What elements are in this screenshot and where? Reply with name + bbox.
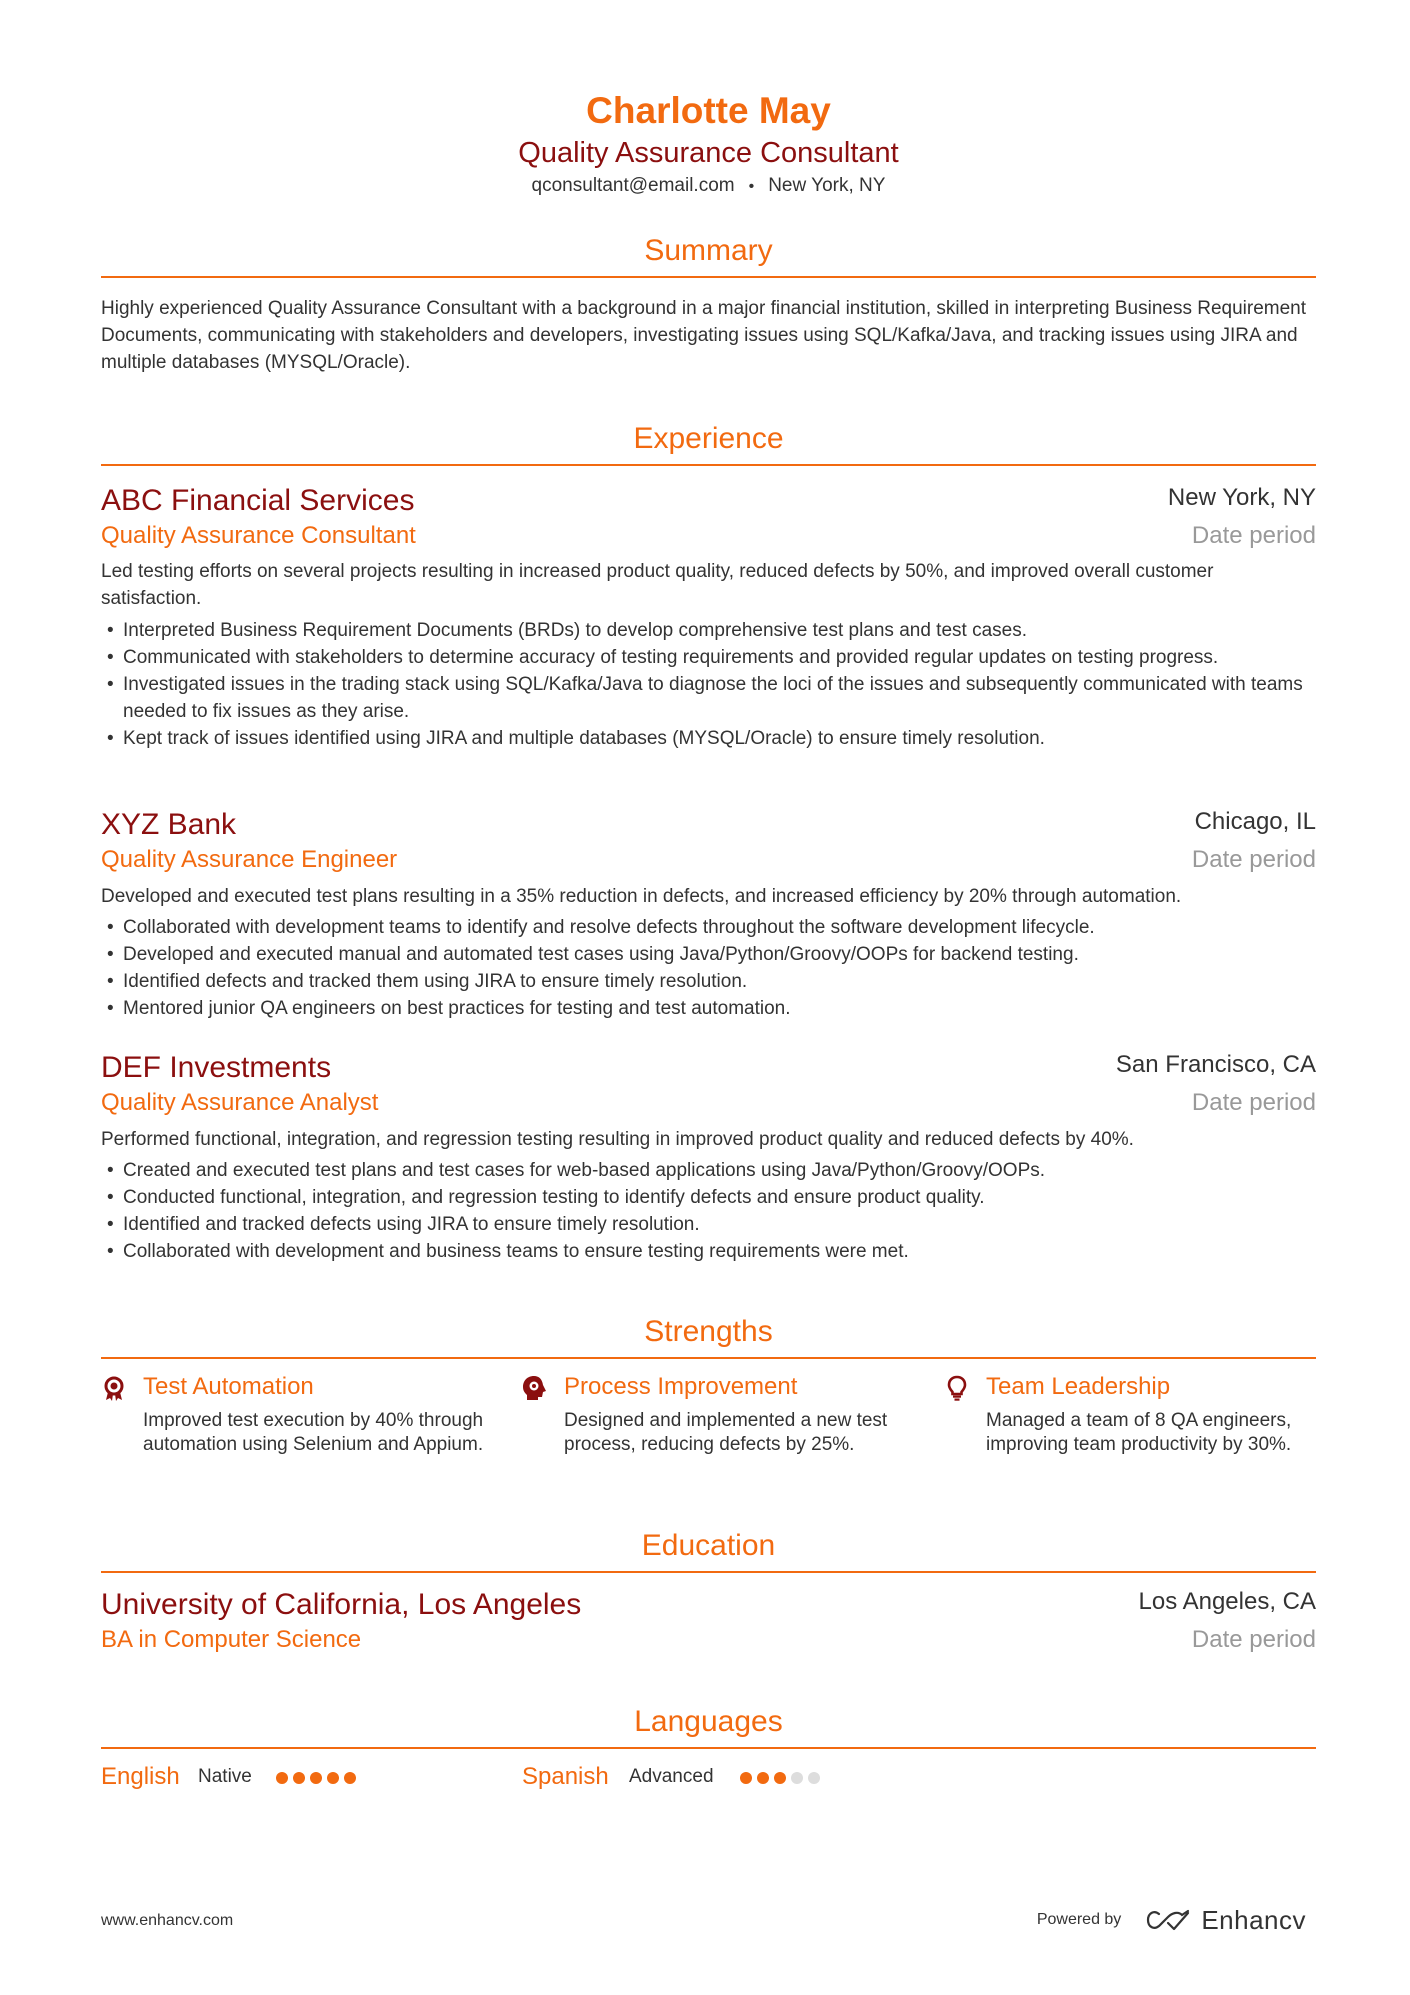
strength-item [944,1371,1324,1481]
language-level: Advanced [629,1766,714,1787]
email[interactable]: qconsultant@email.com [531,175,735,196]
list-item: • Identified defects and tracked them using JIRA to ensure timely resolution. [101,968,1316,995]
strength-title: Team Leadership [986,1373,1171,1400]
enhancv-logo-icon [1145,1908,1191,1932]
brand-name: Enhancv [1201,1904,1306,1935]
rating-dot-filled [774,1772,786,1784]
rating-dot-filled [327,1772,339,1784]
job-summary: Performed functional, integration, and regression testing resulting in improved product quality and reduced defects by 40%. [101,1129,1134,1150]
language-name: English [101,1763,180,1790]
job-header [101,806,1316,878]
languages-list [101,1760,1316,1794]
summary-heading: Summary [101,232,1316,278]
language-rating [276,1772,356,1784]
strength-title: Process Improvement [564,1373,798,1400]
list-item: • Interpreted Business Requirement Documents (BRDs) to develop comprehensive test plans and test cases. [101,617,1316,644]
list-item: • Communicated with stakeholders to determine accuracy of testing requirements and provided regular updates on testing progress. [101,644,1316,671]
job-location: New York, NY [1167,484,1316,511]
job-summary: Led testing efforts on several projects resulting in increased product quality, reduced defects by 50%, and improved overall customer satisfaction. [101,561,1214,609]
strength-desc: Improved test execution by 40% through automation using Selenium and Appium. [143,1410,484,1455]
strength-title: Test Automation [143,1373,314,1400]
resume-header [101,88,1316,200]
strength-desc: Managed a team of 8 QA engineers, improving team productivity by 30%. [986,1410,1292,1455]
education-heading: Education [101,1527,1316,1573]
strength-item [522,1371,902,1481]
rating-dot-empty [791,1772,803,1784]
job-role: Quality Assurance Consultant [101,522,416,549]
job-period: Date period [1191,846,1316,873]
experience-heading: Experience [101,420,1316,466]
website-link[interactable]: www.enhancv.com [101,1912,234,1929]
list-item: • Collaborated with development and business teams to ensure testing requirements were met. [101,1238,1316,1265]
rating-dot-filled [276,1772,288,1784]
head-gear-icon [522,1375,548,1401]
language-level: Native [198,1766,252,1787]
list-item: • Identified and tracked defects using JIRA to ensure timely resolution. [101,1211,1316,1238]
contact-line [101,173,1316,200]
education-entry [101,1586,1316,1658]
brand-logo[interactable] [1145,1905,1306,1936]
company-name: XYZ Bank [101,808,237,841]
rating-dot-filled [310,1772,322,1784]
award-icon [101,1375,127,1401]
job-header [101,1049,1316,1121]
candidate-name: Charlotte May [586,90,831,131]
list-item: • Kept track of issues identified using JIRA and multiple databases (MYSQL/Oracle) to ensure timely resolution. [101,725,1316,752]
job-period: Date period [1191,1089,1316,1116]
job-bullets [101,617,1316,752]
job-period: Date period [1191,522,1316,549]
language-item [101,1760,401,1794]
strength-item [101,1371,484,1481]
list-item: • Developed and executed manual and automated test cases using Java/Python/Groovy/OOPs for backend testing. [101,941,1316,968]
degree: BA in Computer Science [101,1626,362,1653]
education-period: Date period [1191,1626,1316,1653]
list-item: • Mentored junior QA engineers on best practices for testing and test automation. [101,995,1316,1022]
lightbulb-icon [944,1375,970,1401]
job-role: Quality Assurance Engineer [101,846,398,873]
language-name: Spanish [522,1763,609,1790]
job-header [101,482,1316,554]
language-rating [740,1772,820,1784]
languages-heading: Languages [101,1703,1316,1749]
contact-separator: • [748,178,755,195]
job-bullets [101,1157,1316,1265]
list-item: • Created and executed test plans and test cases for web-based applications using Java/Python/Groovy/OOPs. [101,1157,1316,1184]
rating-dot-empty [808,1772,820,1784]
strengths-heading: Strengths [101,1313,1316,1359]
list-item: • Investigated issues in the trading stack using SQL/Kafka/Java to diagnose the loci of the issues and subsequently communicated with teams needed to fix issues as they arise. [101,671,1316,725]
rating-dot-filled [757,1772,769,1784]
rating-dot-filled [344,1772,356,1784]
list-item: • Collaborated with development teams to identify and resolve defects throughout the software development lifecycle. [101,914,1316,941]
strength-desc: Designed and implemented a new test process, reducing defects by 25%. [564,1410,888,1455]
school-location: Los Angeles, CA [1138,1588,1316,1615]
job-role: Quality Assurance Analyst [101,1089,379,1116]
company-name: ABC Financial Services [101,484,415,517]
job-bullets [101,914,1316,1022]
location: New York, NY [768,175,886,196]
list-item: • Conducted functional, integration, and regression testing to identify defects and ensure product quality. [101,1184,1316,1211]
resume-page [101,0,1316,1995]
candidate-title: Quality Assurance Consultant [518,137,899,169]
job-location: Chicago, IL [1194,808,1316,835]
rating-dot-filled [740,1772,752,1784]
company-name: DEF Investments [101,1051,332,1084]
job-summary: Developed and executed test plans resulting in a 35% reduction in defects, and increased efficiency by 20% through automation. [101,886,1182,907]
powered-by [1037,1902,1306,1938]
school-name: University of California, Los Angeles [101,1588,582,1621]
job-location: San Francisco, CA [1115,1051,1316,1078]
powered-by-label: Powered by [1036,1911,1122,1928]
summary-text: Highly experienced Quality Assurance Consultant with a background in a major financial institution, skilled in interpreting Business Requirement Documents, communicating with stakeholders and developers, investigating issues using SQL/Kafka/Java, and tracking issues using JIRA and multiple databases (MYSQL/Oracle). [101,298,1307,373]
language-item [522,1760,842,1794]
rating-dot-filled [293,1772,305,1784]
